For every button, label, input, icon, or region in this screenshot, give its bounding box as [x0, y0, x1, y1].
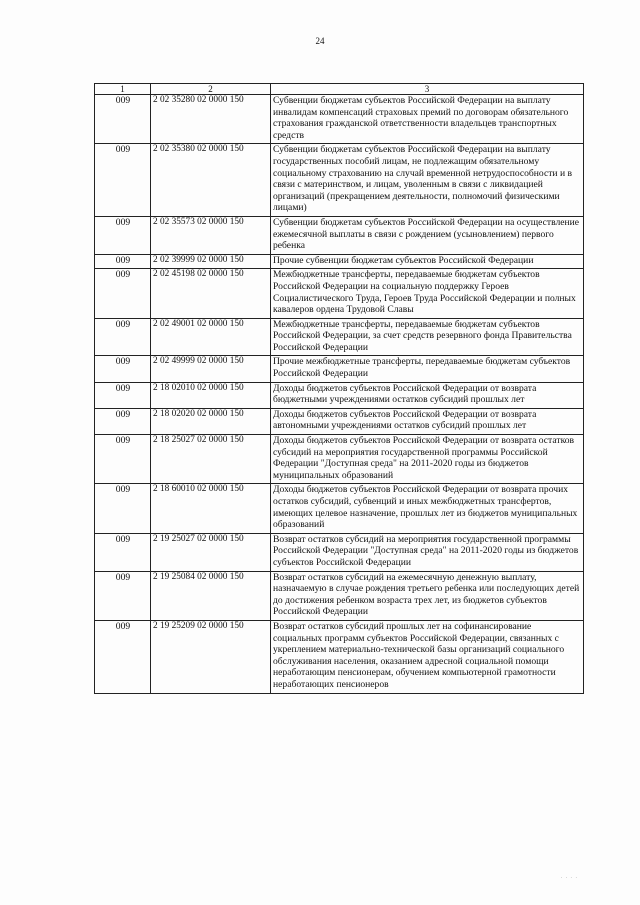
scan-corner-mark: · · · · — [560, 876, 578, 881]
revenue-name-cell: Межбюджетные трансферты, передаваемые бюджетам субъектов Российской Федерации, за счет средств резервного фонда Правительства Российской Федерации — [271, 318, 584, 356]
admin-code-cell: 009 — [95, 144, 151, 217]
admin-code-cell: 009 — [95, 435, 151, 484]
revenue-name-cell: Субвенции бюджетам субъектов Российской Федерации на осуществление ежемесячной выплаты в связи с рождением (усыновлением) первого ребенка — [271, 216, 584, 254]
admin-code-cell: 009 — [95, 571, 151, 620]
revenue-name-cell: Межбюджетные трансферты, передаваемые бюджетам субъектов Российской Федерации на социальную поддержку Героев Социалистического Труда, Героев Труда Российской Федерации и полных кавалеров ордена Трудовой Славы — [271, 269, 584, 318]
budget-code-cell: 2 18 60010 02 0000 150 — [151, 484, 271, 533]
header-col-2: 2 — [151, 84, 271, 95]
table-header-row — [95, 84, 584, 95]
revenue-name-cell: Возврат остатков субсидий прошлых лет на софинансирование социальных программ субъектов Российской Федерации, связанных с укреплением материально-технической базы организаций социального обслуживания населения, оказанием адресной социальной помощи неработающим пенсионерам, обучением компьютерной грамотности неработающих пенсионеров — [271, 620, 584, 693]
table-row — [95, 533, 584, 571]
admin-code-cell: 009 — [95, 356, 151, 382]
table-row — [95, 571, 584, 620]
revenue-name-cell: Субвенции бюджетам субъектов Российской Федерации на выплату инвалидам компенсаций страховых премий по договорам обязательного страхования гражданской ответственности владельцев транспортных средств — [271, 95, 584, 144]
header-col-1: 1 — [95, 84, 151, 95]
revenue-name-cell: Доходы бюджетов субъектов Российской Федерации от возврата бюджетными учреждениями остатков субсидий прошлых лет — [271, 382, 584, 408]
budget-code-cell: 2 02 49001 02 0000 150 — [151, 318, 271, 356]
budget-code-cell: 2 19 25084 02 0000 150 — [151, 571, 271, 620]
revenue-name-cell: Доходы бюджетов субъектов Российской Федерации от возврата остатков субсидий на мероприятия государственной программы Российской Федерации "Доступная среда" на 2011-2020 годы из бюджетов муниципальных образований — [271, 435, 584, 484]
admin-code-cell: 009 — [95, 484, 151, 533]
admin-code-cell: 009 — [95, 382, 151, 408]
budget-code-cell: 2 02 35380 02 0000 150 — [151, 144, 271, 217]
budget-code-cell: 2 19 25027 02 0000 150 — [151, 533, 271, 571]
budget-code-cell: 2 02 35573 02 0000 150 — [151, 216, 271, 254]
header-col-3: 3 — [271, 84, 584, 95]
admin-code-cell: 009 — [95, 408, 151, 434]
table-row — [95, 356, 584, 382]
budget-code-cell: 2 19 25209 02 0000 150 — [151, 620, 271, 693]
table-row — [95, 95, 584, 144]
budget-code-cell: 2 02 39999 02 0000 150 — [151, 254, 271, 269]
admin-code-cell: 009 — [95, 533, 151, 571]
table-row — [95, 484, 584, 533]
revenue-name-cell: Возврат остатков субсидий на мероприятия государственной программы Российской Федерации "Доступная среда" на 2011-2020 годы из бюджетов субъектов Российской Федерации — [271, 533, 584, 571]
budget-code-cell: 2 02 35280 02 0000 150 — [151, 95, 271, 144]
budget-code-cell: 2 18 02010 02 0000 150 — [151, 382, 271, 408]
admin-code-cell: 009 — [95, 620, 151, 693]
table-row — [95, 408, 584, 434]
admin-code-cell: 009 — [95, 318, 151, 356]
budget-code-cell: 2 18 02020 02 0000 150 — [151, 408, 271, 434]
revenue-name-cell: Доходы бюджетов субъектов Российской Федерации от возврата прочих остатков субсидий, субвенций и иных межбюджетных трансфертов, имеющих целевое назначение, прошлых лет из бюджетов муниципальных образований — [271, 484, 584, 533]
revenue-name-cell: Доходы бюджетов субъектов Российской Федерации от возврата автономными учреждениями остатков субсидий прошлых лет — [271, 408, 584, 434]
table-row — [95, 435, 584, 484]
budget-classification-table — [94, 83, 584, 694]
admin-code-cell: 009 — [95, 216, 151, 254]
table-row — [95, 269, 584, 318]
page-number: 24 — [315, 36, 325, 46]
budget-code-cell: 2 02 45198 02 0000 150 — [151, 269, 271, 318]
admin-code-cell: 009 — [95, 269, 151, 318]
revenue-name-cell: Прочие межбюджетные трансферты, передаваемые бюджетам субъектов Российской Федерации — [271, 356, 584, 382]
table-row — [95, 216, 584, 254]
table-row — [95, 144, 584, 217]
revenue-name-cell: Прочие субвенции бюджетам субъектов Российской Федерации — [271, 254, 584, 269]
revenue-name-cell: Субвенции бюджетам субъектов Российской Федерации на выплату государственных пособий лицам, не подлежащим обязательному социальному страхованию на случай временной нетрудоспособности и в связи с материнством, и лицам, уволенным в связи с ликвидацией организаций (прекращением деятельности, полномочий физическими лицами) — [271, 144, 584, 217]
table-row — [95, 382, 584, 408]
admin-code-cell: 009 — [95, 95, 151, 144]
revenue-name-cell: Возврат остатков субсидий на ежемесячную денежную выплату, назначаемую в случае рождения третьего ребенка или последующих детей до достижения ребенком возраста трех лет, из бюджетов субъектов Российской Федерации — [271, 571, 584, 620]
budget-code-cell: 2 18 25027 02 0000 150 — [151, 435, 271, 484]
budget-code-cell: 2 02 49999 02 0000 150 — [151, 356, 271, 382]
admin-code-cell: 009 — [95, 254, 151, 269]
table-row — [95, 318, 584, 356]
table-row — [95, 620, 584, 693]
table-row — [95, 254, 584, 269]
